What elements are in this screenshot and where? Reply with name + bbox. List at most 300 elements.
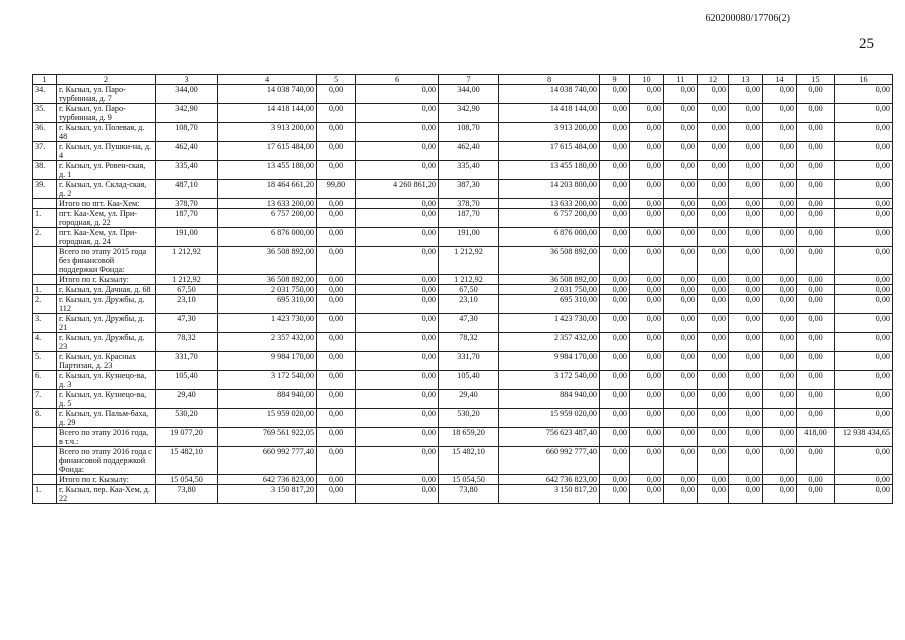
- value-cell: 4 260 861,20: [356, 180, 439, 199]
- value-cell: 15 959 020,00: [499, 409, 600, 428]
- value-cell: 0,00: [763, 104, 797, 123]
- area-cell: 99,80: [317, 180, 356, 199]
- value-cell: 0,00: [698, 161, 729, 180]
- value-cell: 6 876 000,00: [218, 228, 317, 247]
- area-cell: 487,10: [156, 180, 218, 199]
- column-header-16: 16: [835, 75, 893, 85]
- value-cell: 0,00: [763, 409, 797, 428]
- area-cell: 0,00: [797, 352, 835, 371]
- row-number: 7.: [33, 390, 57, 409]
- column-header-12: 12: [698, 75, 729, 85]
- value-cell: 0,00: [698, 352, 729, 371]
- area-cell: 0,00: [317, 123, 356, 142]
- value-cell: 0,00: [630, 475, 664, 485]
- row-number: [33, 428, 57, 447]
- area-cell: 1 212,92: [439, 247, 499, 275]
- table-row: [33, 390, 893, 409]
- value-cell: 0,00: [763, 447, 797, 475]
- value-cell: 0,00: [729, 161, 763, 180]
- area-cell: 0,00: [317, 247, 356, 275]
- value-cell: 884 940,00: [218, 390, 317, 409]
- area-cell: 331,70: [156, 352, 218, 371]
- table-row: [33, 209, 893, 228]
- value-cell: 0,00: [835, 161, 893, 180]
- value-cell: 14 418 144,00: [499, 104, 600, 123]
- value-cell: 13 455 180,00: [218, 161, 317, 180]
- value-cell: 0,00: [763, 333, 797, 352]
- address-cell: Итого по г. Кызылу:: [57, 475, 156, 485]
- area-cell: 0,00: [797, 333, 835, 352]
- value-cell: 0,00: [600, 409, 630, 428]
- column-header-8: 8: [499, 75, 600, 85]
- value-cell: 12 938 434,65: [835, 428, 893, 447]
- value-cell: 0,00: [630, 228, 664, 247]
- area-cell: 187,70: [439, 209, 499, 228]
- value-cell: 17 615 484,00: [218, 142, 317, 161]
- value-cell: 0,00: [835, 85, 893, 104]
- area-cell: 0,00: [317, 275, 356, 285]
- value-cell: 2 031 750,00: [499, 285, 600, 295]
- area-cell: 0,00: [797, 104, 835, 123]
- value-cell: 0,00: [835, 123, 893, 142]
- value-cell: 0,00: [664, 123, 698, 142]
- value-cell: 0,00: [763, 475, 797, 485]
- address-cell: г. Кызыл, ул. Пальм-баха, д. 29: [57, 409, 156, 428]
- value-cell: 0,00: [729, 275, 763, 285]
- area-cell: 0,00: [797, 228, 835, 247]
- area-cell: 47,30: [439, 314, 499, 333]
- area-cell: 378,70: [439, 199, 499, 209]
- value-cell: 0,00: [698, 85, 729, 104]
- table-row: [33, 199, 893, 209]
- value-cell: 0,00: [729, 180, 763, 199]
- table-row: [33, 371, 893, 390]
- value-cell: 0,00: [664, 285, 698, 295]
- table-row: [33, 180, 893, 199]
- address-cell: г. Кызыл, ул. Склад-ская, д. 2: [57, 180, 156, 199]
- address-cell: г. Кызыл, ул. Кузнецо-ва, д. 3: [57, 371, 156, 390]
- address-cell: г. Кызыл, ул. Дачная, д. 68: [57, 285, 156, 295]
- area-cell: 335,40: [156, 161, 218, 180]
- value-cell: 0,00: [763, 428, 797, 447]
- area-cell: 0,00: [317, 371, 356, 390]
- area-cell: 462,40: [439, 142, 499, 161]
- value-cell: 0,00: [630, 123, 664, 142]
- value-cell: 642 736 823,00: [218, 475, 317, 485]
- value-cell: 0,00: [698, 285, 729, 295]
- value-cell: 0,00: [835, 295, 893, 314]
- value-cell: 0,00: [630, 333, 664, 352]
- value-cell: 0,00: [630, 199, 664, 209]
- value-cell: 0,00: [630, 180, 664, 199]
- address-cell: г. Кызыл, ул. Полевая, д. 48: [57, 123, 156, 142]
- value-cell: 0,00: [630, 209, 664, 228]
- area-cell: 29,40: [439, 390, 499, 409]
- table-row: [33, 314, 893, 333]
- value-cell: 0,00: [729, 475, 763, 485]
- value-cell: 0,00: [835, 485, 893, 504]
- table-row: [33, 161, 893, 180]
- value-cell: 0,00: [600, 209, 630, 228]
- value-cell: 0,00: [698, 333, 729, 352]
- area-cell: 18 659,20: [439, 428, 499, 447]
- value-cell: 0,00: [763, 275, 797, 285]
- row-number: [33, 199, 57, 209]
- column-header-11: 11: [664, 75, 698, 85]
- row-number: 4.: [33, 333, 57, 352]
- value-cell: 2 031 750,00: [218, 285, 317, 295]
- value-cell: 0,00: [600, 428, 630, 447]
- value-cell: 0,00: [600, 228, 630, 247]
- address-cell: Итого по пгт. Каа-Хем:: [57, 199, 156, 209]
- value-cell: 0,00: [664, 485, 698, 504]
- value-cell: 0,00: [356, 285, 439, 295]
- value-cell: 0,00: [763, 485, 797, 504]
- row-number: 8.: [33, 409, 57, 428]
- value-cell: 884 940,00: [499, 390, 600, 409]
- column-header-3: 3: [156, 75, 218, 85]
- table-row: [33, 352, 893, 371]
- value-cell: 0,00: [630, 352, 664, 371]
- table-row: [33, 123, 893, 142]
- value-cell: 0,00: [698, 371, 729, 390]
- area-cell: 0,00: [797, 85, 835, 104]
- value-cell: 0,00: [664, 390, 698, 409]
- area-cell: 0,00: [797, 285, 835, 295]
- value-cell: 0,00: [729, 428, 763, 447]
- value-cell: 0,00: [356, 228, 439, 247]
- value-cell: 0,00: [356, 333, 439, 352]
- value-cell: 15 959 020,00: [218, 409, 317, 428]
- column-header-1: 1: [33, 75, 57, 85]
- area-cell: 0,00: [317, 209, 356, 228]
- table-row: [33, 333, 893, 352]
- value-cell: 36 508 892,00: [499, 247, 600, 275]
- column-header-9: 9: [600, 75, 630, 85]
- value-cell: 0,00: [729, 209, 763, 228]
- value-cell: 0,00: [630, 409, 664, 428]
- value-cell: 0,00: [698, 409, 729, 428]
- address-cell: г. Кызыл, ул. Ровен-ская, д. 1: [57, 161, 156, 180]
- value-cell: 14 038 740,00: [218, 85, 317, 104]
- value-cell: 0,00: [698, 199, 729, 209]
- value-cell: 0,00: [600, 447, 630, 475]
- area-cell: 0,00: [317, 333, 356, 352]
- value-cell: 0,00: [630, 295, 664, 314]
- value-cell: 0,00: [356, 295, 439, 314]
- value-cell: 0,00: [664, 275, 698, 285]
- value-cell: 0,00: [729, 485, 763, 504]
- value-cell: 0,00: [664, 447, 698, 475]
- value-cell: 0,00: [630, 390, 664, 409]
- table-row: [33, 475, 893, 485]
- address-cell: Всего по этапу 2015 года без финансовой поддержки Фонда:: [57, 247, 156, 275]
- area-cell: 15 482,10: [439, 447, 499, 475]
- value-cell: 0,00: [729, 447, 763, 475]
- row-number: 2.: [33, 295, 57, 314]
- value-cell: 0,00: [835, 180, 893, 199]
- value-cell: 0,00: [356, 409, 439, 428]
- area-cell: 0,00: [797, 161, 835, 180]
- table-row: [33, 275, 893, 285]
- value-cell: 0,00: [729, 247, 763, 275]
- value-cell: 6 757 200,00: [218, 209, 317, 228]
- area-cell: 108,70: [156, 123, 218, 142]
- value-cell: 0,00: [600, 104, 630, 123]
- area-cell: 0,00: [317, 314, 356, 333]
- value-cell: 0,00: [664, 85, 698, 104]
- value-cell: 0,00: [835, 142, 893, 161]
- value-cell: 0,00: [630, 371, 664, 390]
- value-cell: 0,00: [763, 295, 797, 314]
- area-cell: 67,50: [439, 285, 499, 295]
- value-cell: 0,00: [664, 209, 698, 228]
- value-cell: 0,00: [664, 228, 698, 247]
- column-header-4: 4: [218, 75, 317, 85]
- table-row: [33, 228, 893, 247]
- column-header-2: 2: [57, 75, 156, 85]
- value-cell: 13 633 200,00: [218, 199, 317, 209]
- value-cell: 0,00: [664, 352, 698, 371]
- address-cell: Итого по г. Кызылу:: [57, 275, 156, 285]
- value-cell: 0,00: [763, 209, 797, 228]
- value-cell: 0,00: [698, 475, 729, 485]
- value-cell: 0,00: [763, 180, 797, 199]
- value-cell: 0,00: [763, 352, 797, 371]
- address-cell: Всего по этапу 2016 года с финансовой поддержкой Фонда:: [57, 447, 156, 475]
- area-cell: 23,10: [156, 295, 218, 314]
- value-cell: 695 310,00: [499, 295, 600, 314]
- value-cell: 0,00: [664, 428, 698, 447]
- column-header-14: 14: [763, 75, 797, 85]
- area-cell: 331,70: [439, 352, 499, 371]
- value-cell: 0,00: [664, 371, 698, 390]
- value-cell: 0,00: [630, 142, 664, 161]
- value-cell: 2 357 432,00: [499, 333, 600, 352]
- address-cell: г. Кызыл, ул. Дружбы, д. 112: [57, 295, 156, 314]
- area-cell: 191,00: [439, 228, 499, 247]
- area-cell: 105,40: [439, 371, 499, 390]
- address-cell: г. Кызыл, ул. Паро-турбинная, д. 9: [57, 104, 156, 123]
- value-cell: 0,00: [698, 295, 729, 314]
- area-cell: 344,00: [156, 85, 218, 104]
- value-cell: 756 623 487,40: [499, 428, 600, 447]
- area-cell: 0,00: [317, 285, 356, 295]
- area-cell: 0,00: [317, 447, 356, 475]
- value-cell: 2 357 432,00: [218, 333, 317, 352]
- value-cell: 0,00: [630, 104, 664, 123]
- table-row: [33, 409, 893, 428]
- area-cell: 0,00: [317, 485, 356, 504]
- area-cell: 23,10: [439, 295, 499, 314]
- area-cell: 29,40: [156, 390, 218, 409]
- table-row: [33, 485, 893, 504]
- column-header-6: 6: [356, 75, 439, 85]
- area-cell: 0,00: [797, 180, 835, 199]
- value-cell: 0,00: [356, 85, 439, 104]
- area-cell: 387,30: [439, 180, 499, 199]
- value-cell: 0,00: [630, 447, 664, 475]
- value-cell: 13 633 200,00: [499, 199, 600, 209]
- area-cell: 0,00: [317, 104, 356, 123]
- area-cell: 15 482,10: [156, 447, 218, 475]
- value-cell: 3 172 540,00: [499, 371, 600, 390]
- value-cell: 0,00: [664, 142, 698, 161]
- area-cell: 0,00: [317, 475, 356, 485]
- column-header-13: 13: [729, 75, 763, 85]
- table-row: [33, 295, 893, 314]
- address-cell: Всего по этапу 2016 года, в т.ч.:: [57, 428, 156, 447]
- area-cell: 0,00: [797, 409, 835, 428]
- area-cell: 47,30: [156, 314, 218, 333]
- value-cell: 0,00: [664, 247, 698, 275]
- value-cell: 0,00: [600, 352, 630, 371]
- area-cell: 342,90: [439, 104, 499, 123]
- area-cell: 78,32: [439, 333, 499, 352]
- value-cell: 0,00: [600, 314, 630, 333]
- value-cell: 0,00: [763, 314, 797, 333]
- value-cell: 0,00: [835, 104, 893, 123]
- value-cell: 36 508 892,00: [218, 275, 317, 285]
- address-cell: г. Кызыл, ул. Кузнецо-ва, д. 5: [57, 390, 156, 409]
- row-number: 38.: [33, 161, 57, 180]
- value-cell: 14 203 800,00: [499, 180, 600, 199]
- data-table: [32, 74, 893, 504]
- value-cell: 0,00: [630, 285, 664, 295]
- value-cell: 0,00: [600, 199, 630, 209]
- address-cell: г. Кызыл, пер. Каа-Хем, д. 22: [57, 485, 156, 504]
- value-cell: 0,00: [698, 275, 729, 285]
- area-cell: 462,40: [156, 142, 218, 161]
- area-cell: 0,00: [797, 371, 835, 390]
- value-cell: 0,00: [698, 428, 729, 447]
- value-cell: 0,00: [763, 123, 797, 142]
- area-cell: 0,00: [317, 85, 356, 104]
- area-cell: 15 054,50: [439, 475, 499, 485]
- document-code: 620200080/17706(2): [705, 13, 790, 24]
- row-number: [33, 247, 57, 275]
- value-cell: 0,00: [729, 285, 763, 295]
- area-cell: 0,00: [317, 352, 356, 371]
- value-cell: 3 150 817,20: [218, 485, 317, 504]
- area-cell: 418,00: [797, 428, 835, 447]
- value-cell: 0,00: [698, 390, 729, 409]
- value-cell: 0,00: [664, 295, 698, 314]
- value-cell: 0,00: [356, 428, 439, 447]
- value-cell: 0,00: [356, 247, 439, 275]
- area-cell: 67,50: [156, 285, 218, 295]
- value-cell: 0,00: [664, 161, 698, 180]
- value-cell: 0,00: [600, 295, 630, 314]
- header-row: [33, 75, 893, 85]
- value-cell: 0,00: [356, 475, 439, 485]
- table-row: [33, 285, 893, 295]
- address-cell: г. Кызыл, ул. Дружбы, д. 23: [57, 333, 156, 352]
- table-row: [33, 142, 893, 161]
- address-cell: г. Кызыл, ул. Красных Партизан, д. 23: [57, 352, 156, 371]
- value-cell: 0,00: [729, 390, 763, 409]
- area-cell: 0,00: [797, 275, 835, 285]
- column-header-5: 5: [317, 75, 356, 85]
- value-cell: 0,00: [356, 447, 439, 475]
- area-cell: 0,00: [797, 475, 835, 485]
- value-cell: 0,00: [356, 142, 439, 161]
- value-cell: 0,00: [356, 352, 439, 371]
- value-cell: 0,00: [729, 371, 763, 390]
- table-row: [33, 85, 893, 104]
- value-cell: 1 423 730,00: [499, 314, 600, 333]
- value-cell: 660 992 777,40: [218, 447, 317, 475]
- address-cell: г. Кызыл, ул. Паро-турбинная, д. 7: [57, 85, 156, 104]
- address-cell: г. Кызыл, ул. Пушки-на, д. 4: [57, 142, 156, 161]
- area-cell: 0,00: [797, 295, 835, 314]
- value-cell: 13 455 180,00: [499, 161, 600, 180]
- area-cell: 0,00: [317, 142, 356, 161]
- area-cell: 0,00: [317, 161, 356, 180]
- value-cell: 0,00: [763, 228, 797, 247]
- area-cell: 1 212,92: [156, 275, 218, 285]
- value-cell: 0,00: [630, 428, 664, 447]
- value-cell: 0,00: [835, 199, 893, 209]
- value-cell: 0,00: [835, 228, 893, 247]
- value-cell: 0,00: [698, 104, 729, 123]
- column-header-10: 10: [630, 75, 664, 85]
- value-cell: 3 172 540,00: [218, 371, 317, 390]
- value-cell: 0,00: [835, 371, 893, 390]
- value-cell: 0,00: [763, 371, 797, 390]
- value-cell: 0,00: [698, 447, 729, 475]
- value-cell: 0,00: [600, 123, 630, 142]
- row-number: 3.: [33, 314, 57, 333]
- address-cell: г. Кызыл, ул. Дружбы, д. 21: [57, 314, 156, 333]
- area-cell: 73,80: [156, 485, 218, 504]
- value-cell: 0,00: [664, 409, 698, 428]
- value-cell: 0,00: [630, 161, 664, 180]
- value-cell: 695 310,00: [218, 295, 317, 314]
- value-cell: 9 984 170,00: [218, 352, 317, 371]
- value-cell: 0,00: [356, 314, 439, 333]
- area-cell: 78,32: [156, 333, 218, 352]
- value-cell: 0,00: [600, 285, 630, 295]
- area-cell: 0,00: [797, 199, 835, 209]
- value-cell: 0,00: [664, 180, 698, 199]
- value-cell: 3 913 200,00: [218, 123, 317, 142]
- value-cell: 17 615 484,00: [499, 142, 600, 161]
- area-cell: 530,20: [156, 409, 218, 428]
- value-cell: 0,00: [698, 180, 729, 199]
- area-cell: 19 077,20: [156, 428, 218, 447]
- page-number: 25: [859, 36, 874, 52]
- area-cell: 0,00: [797, 142, 835, 161]
- value-cell: 1 423 730,00: [218, 314, 317, 333]
- value-cell: 0,00: [356, 123, 439, 142]
- value-cell: 0,00: [664, 333, 698, 352]
- table-row: [33, 447, 893, 475]
- value-cell: 0,00: [698, 123, 729, 142]
- area-cell: 73,80: [439, 485, 499, 504]
- area-cell: 0,00: [797, 123, 835, 142]
- value-cell: 0,00: [356, 390, 439, 409]
- value-cell: 0,00: [835, 209, 893, 228]
- value-cell: 0,00: [356, 485, 439, 504]
- area-cell: 1 212,92: [439, 275, 499, 285]
- value-cell: 0,00: [835, 352, 893, 371]
- value-cell: 0,00: [600, 275, 630, 285]
- row-number: 1.: [33, 285, 57, 295]
- value-cell: 36 508 892,00: [218, 247, 317, 275]
- row-number: 1.: [33, 209, 57, 228]
- value-cell: 0,00: [698, 228, 729, 247]
